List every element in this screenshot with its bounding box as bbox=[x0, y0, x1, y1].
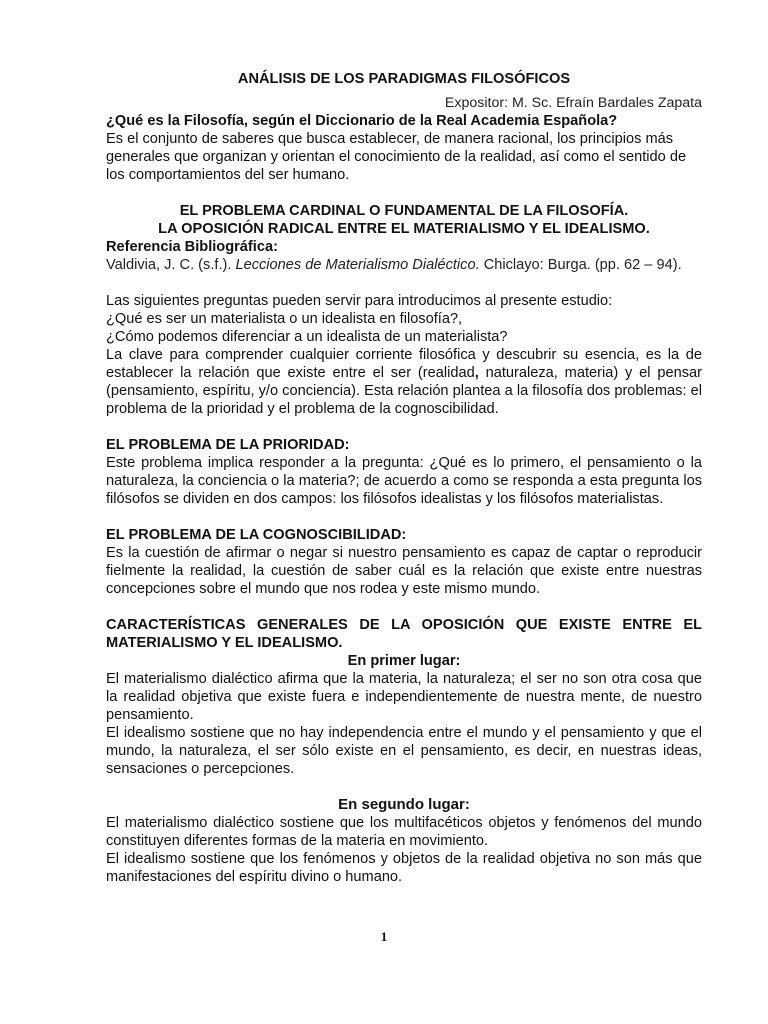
intro-paragraph-part: naturaleza, materia) y el pensar (pensamiento, espíritu, y/o conciencia). Esta relación plantea a la filosofía dos problemas: el problema de la prioridad y el problema de la cognoscibilidad. bbox=[106, 365, 703, 417]
expositor-line: Expositor: M. Sc. Efraín Bardales Zapata bbox=[444, 95, 702, 111]
second-idealism: El idealismo sostiene que los fenómenos y objetos de la realidad objetiva no son más que manifestaciones del espíritu divino o humano. bbox=[106, 851, 702, 885]
second-materialism: El materialismo dialéctico sostiene que los multifacéticos objetos y fenómenos del mundo constituyen diferentes formas de la materia en movimiento. bbox=[106, 815, 702, 849]
first-idealism: El idealismo sostiene que no hay independencia entre el mundo y el pensamiento y que el mundo, la naturaleza, el ser sólo existe en el pensamiento, es decir, en nuestras ideas, sensaciones o percepciones. bbox=[106, 725, 702, 777]
intro-line: Las siguientes preguntas pueden servir para introducimos al presente estudio: bbox=[106, 293, 613, 309]
reference-book-title: Lecciones de Materialismo Dialéctico. bbox=[235, 257, 480, 273]
section-subtitle: LA OPOSICIÓN RADICAL ENTRE EL MATERIALISMO Y EL IDEALISMO. bbox=[158, 221, 650, 237]
intro-question: ¿Cómo podemos diferenciar a un idealista de un materialista? bbox=[106, 329, 508, 345]
document-title: ANÁLISIS DE LOS PARADIGMAS FILOSÓFICOS bbox=[237, 71, 571, 87]
intro-question: ¿Qué es ser un materialista o un idealista en filosofía?, bbox=[106, 311, 463, 327]
section-title: EL PROBLEMA CARDINAL O FUNDAMENTAL DE LA FILOSOFÍA. bbox=[179, 203, 629, 219]
characteristics-heading: CARACTERÍSTICAS GENERALES DE LA OPOSICIÓN QUE EXISTE ENTRE EL MATERIALISMO Y EL IDEALISMO. bbox=[106, 617, 702, 651]
priority-body: Este problema implica responder a la pregunta: ¿Qué es lo primero, el pensamiento o la naturaleza, la conciencia o la materia?; de acuerdo a como se responda a esta pregunta los filósofos se dividen en dos campos: los filósofos idealistas y los filósofos materialistas. bbox=[106, 455, 702, 507]
reference-author: Valdivia, J. C. (s.f.). bbox=[106, 257, 236, 273]
philosophy-definition: Es el conjunto de saberes que busca establecer, de manera racional, los principios más generales que organizan y orientan el conocimiento de la realidad, así como el sentido de los comportamientos del ser humano. bbox=[106, 131, 687, 183]
philosophy-question-heading: ¿Qué es la Filosofía, según el Diccionario de la Real Academia Española? bbox=[106, 113, 618, 129]
reference-heading: Referencia Bibliográfica: bbox=[106, 239, 278, 255]
intro-paragraph-part: La clave para comprender cualquier corriente filosófica y descubrir su esencia, es la de establecer la relación que existe entre el ser (realidad bbox=[106, 347, 702, 381]
first-place-heading: En primer lugar: bbox=[347, 653, 461, 669]
reference-citation bbox=[106, 256, 702, 274]
cognoscibility-body: Es la cuestión de afirmar o negar si nuestro pensamiento es capaz de captar o reproducir fielmente la realidad, la cuestión de saber cuál es la relación que existe entre nuestras concepciones sobre el mundo que nos rodea y este mismo mundo. bbox=[106, 545, 702, 597]
cognoscibility-heading: EL PROBLEMA DE LA COGNOSCIBILIDAD: bbox=[106, 527, 407, 543]
reference-publisher: Chiclayo: Burga. (pp. 62 – 94). bbox=[479, 257, 682, 273]
page-number: 1 bbox=[380, 929, 388, 944]
first-materialism: El materialismo dialéctico afirma que la materia, la naturaleza; el ser no son otra cosa que la realidad objetiva que existe fuera e independientemente de nuestra mente, de nuestro pensamiento. bbox=[106, 671, 702, 723]
second-place-heading: En segundo lugar: bbox=[338, 796, 470, 813]
priority-heading: EL PROBLEMA DE LA PRIORIDAD: bbox=[106, 437, 350, 453]
intro-paragraph bbox=[106, 346, 702, 418]
intro-paragraph-comma: , bbox=[474, 365, 479, 381]
